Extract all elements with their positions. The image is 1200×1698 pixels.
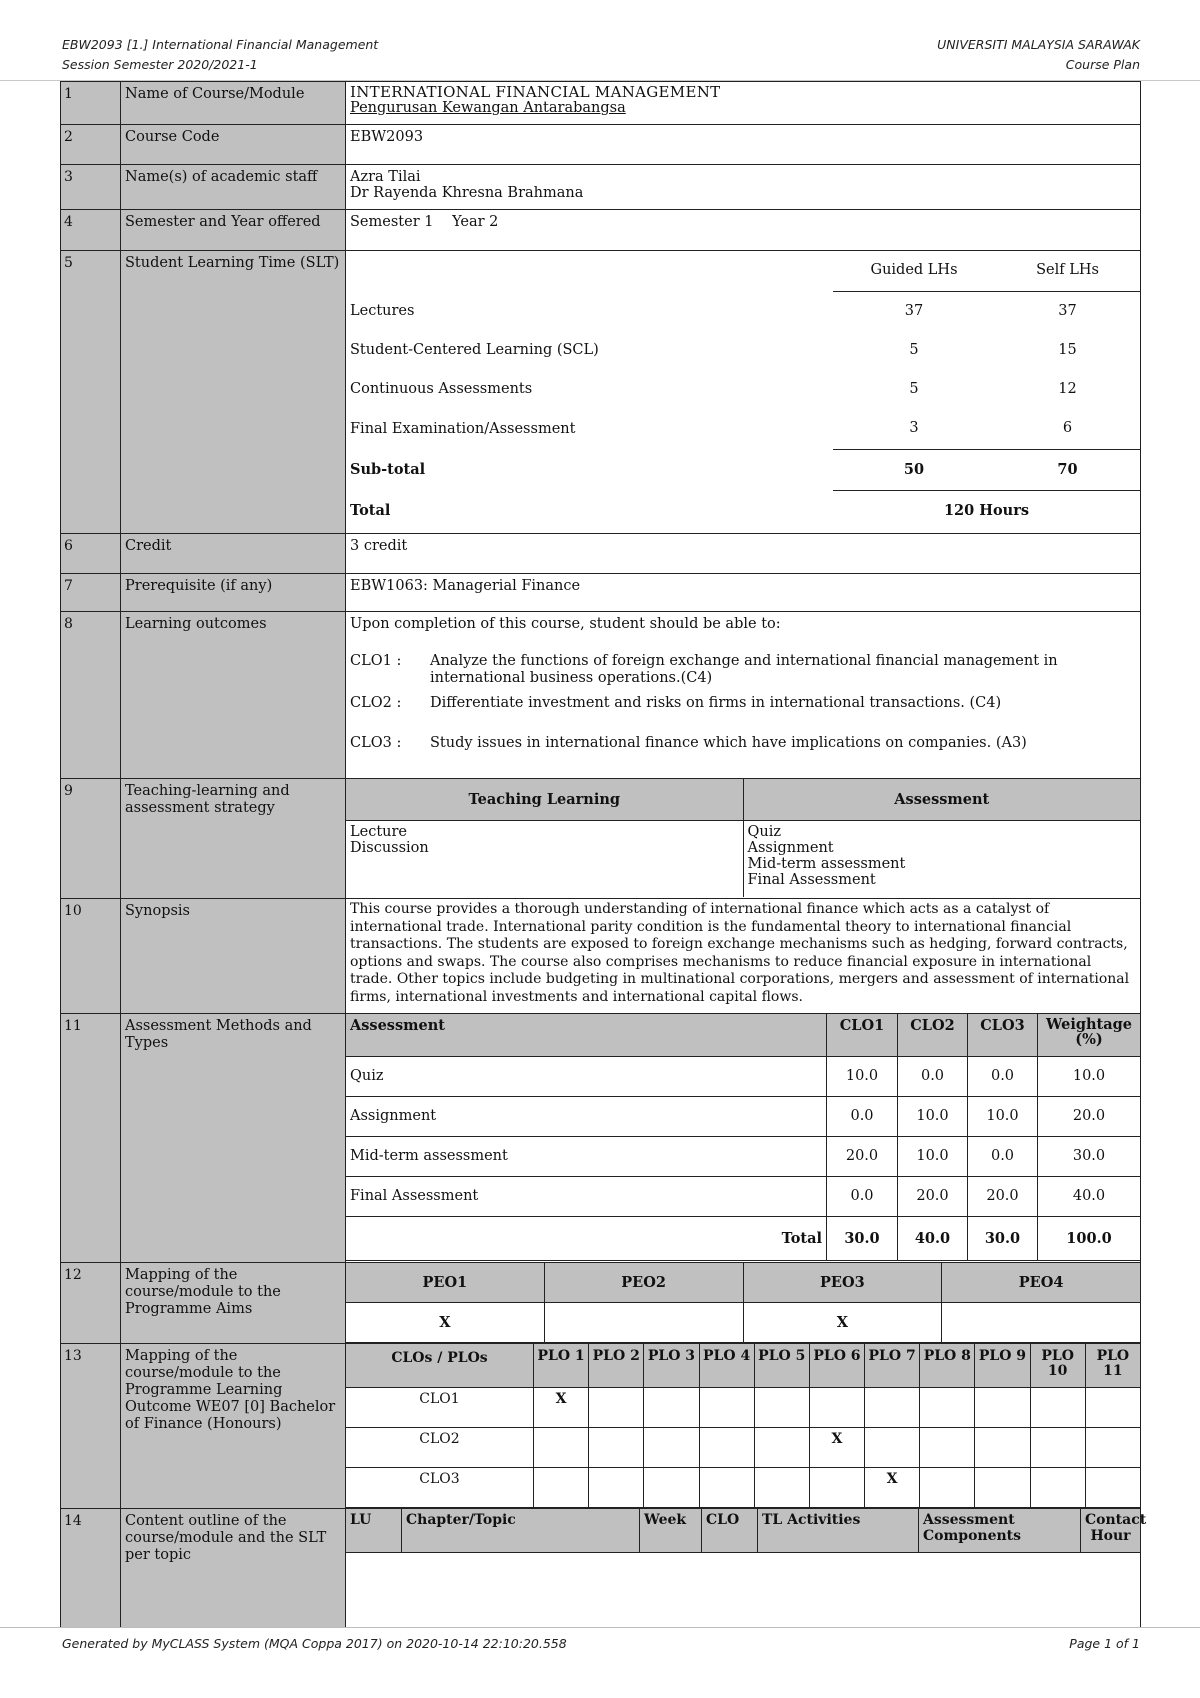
row-number: 10: [61, 899, 121, 1014]
row-label: Mapping of the course/module to the Programme Learning Outcome WE07 [0] Bachelor of Finance (Honours): [121, 1344, 346, 1509]
clo-text: Analyze the functions of foreign exchange and international financial management in international business operations.(C4): [430, 653, 1058, 686]
slt-row: [346, 409, 1140, 449]
col-header: CLO1: [827, 1014, 898, 1057]
row-label: Teaching-learning and assessment strategy: [121, 779, 346, 899]
plo-mark: [754, 1468, 809, 1508]
total-clo1: 30.0: [827, 1217, 898, 1261]
peo-mark: [942, 1303, 1141, 1343]
clo-label: CLO1: [346, 1388, 534, 1428]
plo-mark: [754, 1388, 809, 1428]
clo1-value: 10.0: [827, 1057, 898, 1097]
plo-header: PLO 3: [644, 1344, 699, 1388]
plo-mark: [1030, 1468, 1085, 1508]
slt-row: [346, 370, 1140, 409]
col-header-assessment-components: Assessment Components: [919, 1509, 1081, 1553]
corner-header: CLOs / PLOs: [346, 1344, 534, 1388]
col-header: CLO3: [968, 1014, 1038, 1057]
generated-by-text: Generated by MyCLASS System (MQA Coppa 2017) on 2020-10-14 22:10:20.558: [62, 1636, 567, 1651]
slt-guided: 37: [904, 302, 924, 319]
row-assessment-methods: [61, 1014, 1141, 1263]
row-number: 6: [61, 534, 121, 574]
assessment-header-row: [346, 1014, 1141, 1057]
weightage-value: 40.0: [1038, 1177, 1141, 1217]
plo-mapping-cell: [346, 1344, 1141, 1509]
year-value: Year 2: [452, 214, 499, 230]
plo-mark: [865, 1428, 920, 1468]
total-weightage: 100.0: [1038, 1217, 1141, 1261]
self-lhs-header: Self LHs: [995, 251, 1140, 291]
plo-mark: [1030, 1428, 1085, 1468]
clo-key: CLO2 :: [350, 695, 402, 711]
assessment-row: [346, 1057, 1141, 1097]
assessment-row: [346, 1177, 1141, 1217]
clo-item: [350, 735, 1136, 752]
plo-mark: [589, 1468, 644, 1508]
slt-guided: 3: [833, 409, 995, 449]
plo-row-clo3: [346, 1468, 1141, 1508]
clo2-value: 10.0: [898, 1097, 968, 1137]
course-title-malay: Pengurusan Kewangan Antarabangsa: [350, 100, 626, 116]
tl-items: [346, 820, 743, 897]
assessment-name: Quiz: [346, 1057, 827, 1097]
col-header-week: Week: [640, 1509, 702, 1553]
clo3-value: 0.0: [968, 1057, 1038, 1097]
peo-mark: X: [743, 1303, 942, 1343]
tl-item: Discussion: [350, 839, 429, 856]
col-header: Weightage (%): [1038, 1014, 1141, 1057]
plo-header: PLO 5: [754, 1344, 809, 1388]
row-number: 7: [61, 574, 121, 612]
plo-header: PLO 10: [1030, 1344, 1085, 1388]
row-label: Content outline of the course/module and the SLT per topic: [121, 1509, 346, 1639]
peo-mark: [544, 1303, 743, 1343]
row-prerequisite: [61, 574, 1141, 612]
slt-item-name: Student-Centered Learning (SCL): [350, 342, 599, 358]
peo-header-row: [346, 1263, 1141, 1303]
plo-mark: [589, 1428, 644, 1468]
row-label: Name(s) of academic staff: [121, 165, 346, 210]
row-label: Credit: [121, 534, 346, 574]
plo-mark: X: [809, 1428, 864, 1468]
col-header-clo: CLO: [702, 1509, 758, 1553]
assessment-row: [346, 1097, 1141, 1137]
clo2-value: 10.0: [898, 1137, 968, 1177]
plo-mark: [920, 1388, 975, 1428]
plo-mark: [920, 1468, 975, 1508]
slt-total-row: [346, 490, 1140, 530]
assessment-name: Assignment: [346, 1097, 827, 1137]
assessment-methods-cell: [346, 1014, 1141, 1263]
total-clo2: 40.0: [898, 1217, 968, 1261]
course-title: INTERNATIONAL FINANCIAL MANAGEMENT: [350, 83, 721, 101]
slt-self: 37: [1058, 302, 1077, 319]
assessment-row: [346, 1137, 1141, 1177]
row-slt: [61, 251, 1141, 534]
slt-subtotal-row: [346, 449, 1140, 490]
plo-mark: [920, 1428, 975, 1468]
semester-value: Semester 1: [350, 214, 434, 230]
slt-subtotal-self: 70: [995, 449, 1140, 490]
plo-mark: [975, 1428, 1030, 1468]
col-header: CLO2: [898, 1014, 968, 1057]
peo-header: PEO1: [346, 1263, 545, 1303]
plo-mark: [644, 1428, 699, 1468]
peo-mark-row: [346, 1303, 1141, 1343]
peo-header: PEO2: [544, 1263, 743, 1303]
clo-key: CLO3 :: [350, 735, 402, 751]
slt-item-name: Continuous Assessments: [350, 381, 533, 397]
clo3-value: 20.0: [968, 1177, 1038, 1217]
weightage-value: 30.0: [1038, 1137, 1141, 1177]
plo-header: PLO 1: [534, 1344, 589, 1388]
tl-item: Lecture: [350, 823, 408, 840]
plo-mark: [644, 1468, 699, 1508]
row-label: Semester and Year offered: [121, 210, 346, 251]
row-number: 9: [61, 779, 121, 899]
slt-item-name: Final Examination/Assessment: [350, 420, 576, 437]
assessment-item: Final Assessment: [747, 871, 876, 888]
plo-mapping-table: [345, 1343, 1141, 1508]
slt-guided: 5: [909, 381, 919, 397]
plo-header: PLO 2: [589, 1344, 644, 1388]
row-academic-staff: [61, 165, 1141, 210]
slt-total-label: Total: [350, 501, 391, 519]
row-number: 1: [61, 82, 121, 125]
learning-outcomes-cell: [346, 612, 1141, 779]
row-semester-year: [61, 210, 1141, 251]
slt-cell: [346, 251, 1141, 534]
row-content-outline: [61, 1509, 1141, 1639]
plo-mark: [1085, 1468, 1140, 1508]
plo-mark: [699, 1468, 754, 1508]
weightage-value: 20.0: [1038, 1097, 1141, 1137]
prerequisite-value: EBW1063: Managerial Finance: [346, 574, 1141, 612]
tl-header: Teaching Learning: [346, 779, 743, 820]
peo-header: PEO4: [942, 1263, 1141, 1303]
plo-mark: [644, 1388, 699, 1428]
plo-header: PLO 9: [975, 1344, 1030, 1388]
plo-row-clo1: [346, 1388, 1141, 1428]
plo-mark: [534, 1468, 589, 1508]
row-number: 3: [61, 165, 121, 210]
assessment-item: Mid-term assessment: [747, 855, 906, 872]
plo-mark: X: [865, 1468, 920, 1508]
total-clo3: 30.0: [968, 1217, 1038, 1261]
plo-header: PLO 4: [699, 1344, 754, 1388]
assessment-total-row: [346, 1217, 1141, 1261]
document-type: Course Plan: [1065, 57, 1140, 72]
slt-self: 6: [995, 409, 1140, 449]
plo-header: PLO 7: [865, 1344, 920, 1388]
clo2-value: 20.0: [898, 1177, 968, 1217]
col-header-chapter: Chapter/Topic: [402, 1509, 640, 1553]
slt-header-row: [346, 251, 1140, 291]
course-header-line: EBW2093 [1.] International Financial Management: [62, 37, 379, 52]
row-tl-strategy: [61, 779, 1141, 899]
credit-value: 3 credit: [346, 534, 1141, 574]
clo3-value: 0.0: [968, 1137, 1038, 1177]
content-outline-cell: [346, 1509, 1147, 1639]
clo1-value: 0.0: [827, 1177, 898, 1217]
clo-label: CLO3: [346, 1468, 534, 1508]
content-header-row: [346, 1509, 1141, 1553]
clo-key: CLO1 :: [350, 653, 402, 669]
course-code: EBW2093: [346, 125, 1141, 165]
clo1-value: 0.0: [827, 1097, 898, 1137]
weightage-value: 10.0: [1038, 1057, 1141, 1097]
page-number: Page 1 of 1: [1069, 1636, 1140, 1651]
semester-year-cell: [346, 210, 1141, 251]
assessment-name: Mid-term assessment: [346, 1137, 827, 1177]
plo-mark: [975, 1388, 1030, 1428]
plo-mark: [1085, 1388, 1140, 1428]
col-header-contact-hour: Contact Hour: [1081, 1509, 1141, 1553]
col-header: Assessment: [346, 1014, 827, 1057]
row-label: Prerequisite (if any): [121, 574, 346, 612]
assessment-methods-table: [345, 1013, 1141, 1261]
plo-mark: [699, 1388, 754, 1428]
tl-strategy-table: [346, 779, 1140, 897]
plo-header: PLO 6: [809, 1344, 864, 1388]
row-synopsis: [61, 899, 1141, 1014]
peo-header: PEO3: [743, 1263, 942, 1303]
col-header-lu: LU: [346, 1509, 402, 1553]
total-label: Total: [346, 1217, 827, 1261]
staff-name: Dr Rayenda Khresna Brahmana: [350, 185, 584, 201]
university-name: UNIVERSITI MALAYSIA SARAWAK: [937, 37, 1140, 52]
course-name-cell: [346, 82, 1141, 125]
slt-total-value: 120 Hours: [943, 501, 1030, 519]
slt-self: 15: [1058, 342, 1077, 358]
plo-mark: [865, 1388, 920, 1428]
peo-mapping-table: [345, 1262, 1141, 1343]
row-number: 5: [61, 251, 121, 534]
clo2-value: 0.0: [898, 1057, 968, 1097]
plo-header: PLO 8: [920, 1344, 975, 1388]
row-label: Synopsis: [121, 899, 346, 1014]
clo1-value: 20.0: [827, 1137, 898, 1177]
row-learning-outcomes: [61, 612, 1141, 779]
plo-mark: [699, 1428, 754, 1468]
clo-text: Study issues in international finance which have implications on companies. (A3): [430, 735, 1027, 751]
row-number: 13: [61, 1344, 121, 1509]
row-number: 14: [61, 1509, 121, 1639]
slt-subtotal-label: Sub-total: [350, 461, 426, 478]
staff-cell: [346, 165, 1141, 210]
assessment-item: Quiz: [747, 823, 782, 840]
clo-label: CLO2: [346, 1428, 534, 1468]
row-number: 4: [61, 210, 121, 251]
course-plan-table: [60, 81, 1147, 1639]
row-number: 2: [61, 125, 121, 165]
clo-item: [350, 653, 1136, 687]
clo-item: [350, 695, 1136, 712]
plo-mark: [809, 1388, 864, 1428]
row-plo-mapping: [61, 1344, 1141, 1509]
row-credit: [61, 534, 1141, 574]
tl-strategy-cell: [346, 779, 1141, 899]
clo-text: Differentiate investment and risks on firms in international transactions. (C4): [430, 695, 1002, 711]
plo-mark: [1030, 1388, 1085, 1428]
row-course-code: [61, 125, 1141, 165]
peo-mark: X: [346, 1303, 545, 1343]
row-course-name: [61, 82, 1141, 125]
synopsis-text: This course provides a thorough understanding of international finance which acts as a catalyst of international trade. International parity condition is the fundamental theory to international financial transactions. The students are exposed to foreign exchange mechanisms such as hedging, forward contracts, options and swaps. The course also comprises mechanisms to reduce financial exposure in international trade. Other topics include budgeting in multinational corporations, mergers and assessment of international firms, international investments and international capital flows.: [346, 899, 1141, 1014]
assessment-items: [743, 820, 1140, 897]
row-label: Mapping of the course/module to the Programme Aims: [121, 1263, 346, 1344]
row-label: Student Learning Time (SLT): [121, 251, 346, 534]
plo-header-row: [346, 1344, 1141, 1388]
plo-mark: [1085, 1428, 1140, 1468]
row-number: 12: [61, 1263, 121, 1344]
slt-table: [346, 251, 1140, 530]
row-label: Assessment Methods and Types: [121, 1014, 346, 1263]
slt-subtotal-guided: 50: [833, 449, 995, 490]
row-number: 11: [61, 1014, 121, 1263]
slt-row: [346, 331, 1140, 370]
assessment-header: Assessment: [743, 779, 1140, 820]
session-header-line: Session Semester 2020/2021-1: [62, 57, 258, 72]
guided-lhs-header: Guided LHs: [833, 251, 995, 291]
col-header-tl-activities: TL Activities: [758, 1509, 919, 1553]
plo-mark: [809, 1468, 864, 1508]
plo-mark: [754, 1428, 809, 1468]
plo-mark: [975, 1468, 1030, 1508]
plo-mark: X: [534, 1388, 589, 1428]
row-label: Course Code: [121, 125, 346, 165]
row-label: Name of Course/Module: [121, 82, 346, 125]
content-outline-table: [345, 1508, 1147, 1553]
row-number: 8: [61, 612, 121, 779]
slt-row: [346, 291, 1140, 331]
assessment-name: Final Assessment: [346, 1177, 827, 1217]
peo-mapping-cell: [346, 1263, 1141, 1344]
plo-header: PLO 11: [1085, 1344, 1140, 1388]
slt-guided: 5: [909, 342, 919, 358]
plo-mark: [534, 1428, 589, 1468]
plo-mark: [589, 1388, 644, 1428]
staff-name: Azra Tilai: [350, 169, 421, 185]
clo3-value: 10.0: [968, 1097, 1038, 1137]
plo-row-clo2: [346, 1428, 1141, 1468]
outcomes-intro: Upon completion of this course, student should be able to:: [350, 616, 781, 632]
slt-item-name: Lectures: [350, 302, 415, 319]
assessment-item: Assignment: [747, 839, 834, 856]
row-label: Learning outcomes: [121, 612, 346, 779]
row-programme-aims: [61, 1263, 1141, 1344]
slt-self: 12: [1058, 381, 1077, 397]
